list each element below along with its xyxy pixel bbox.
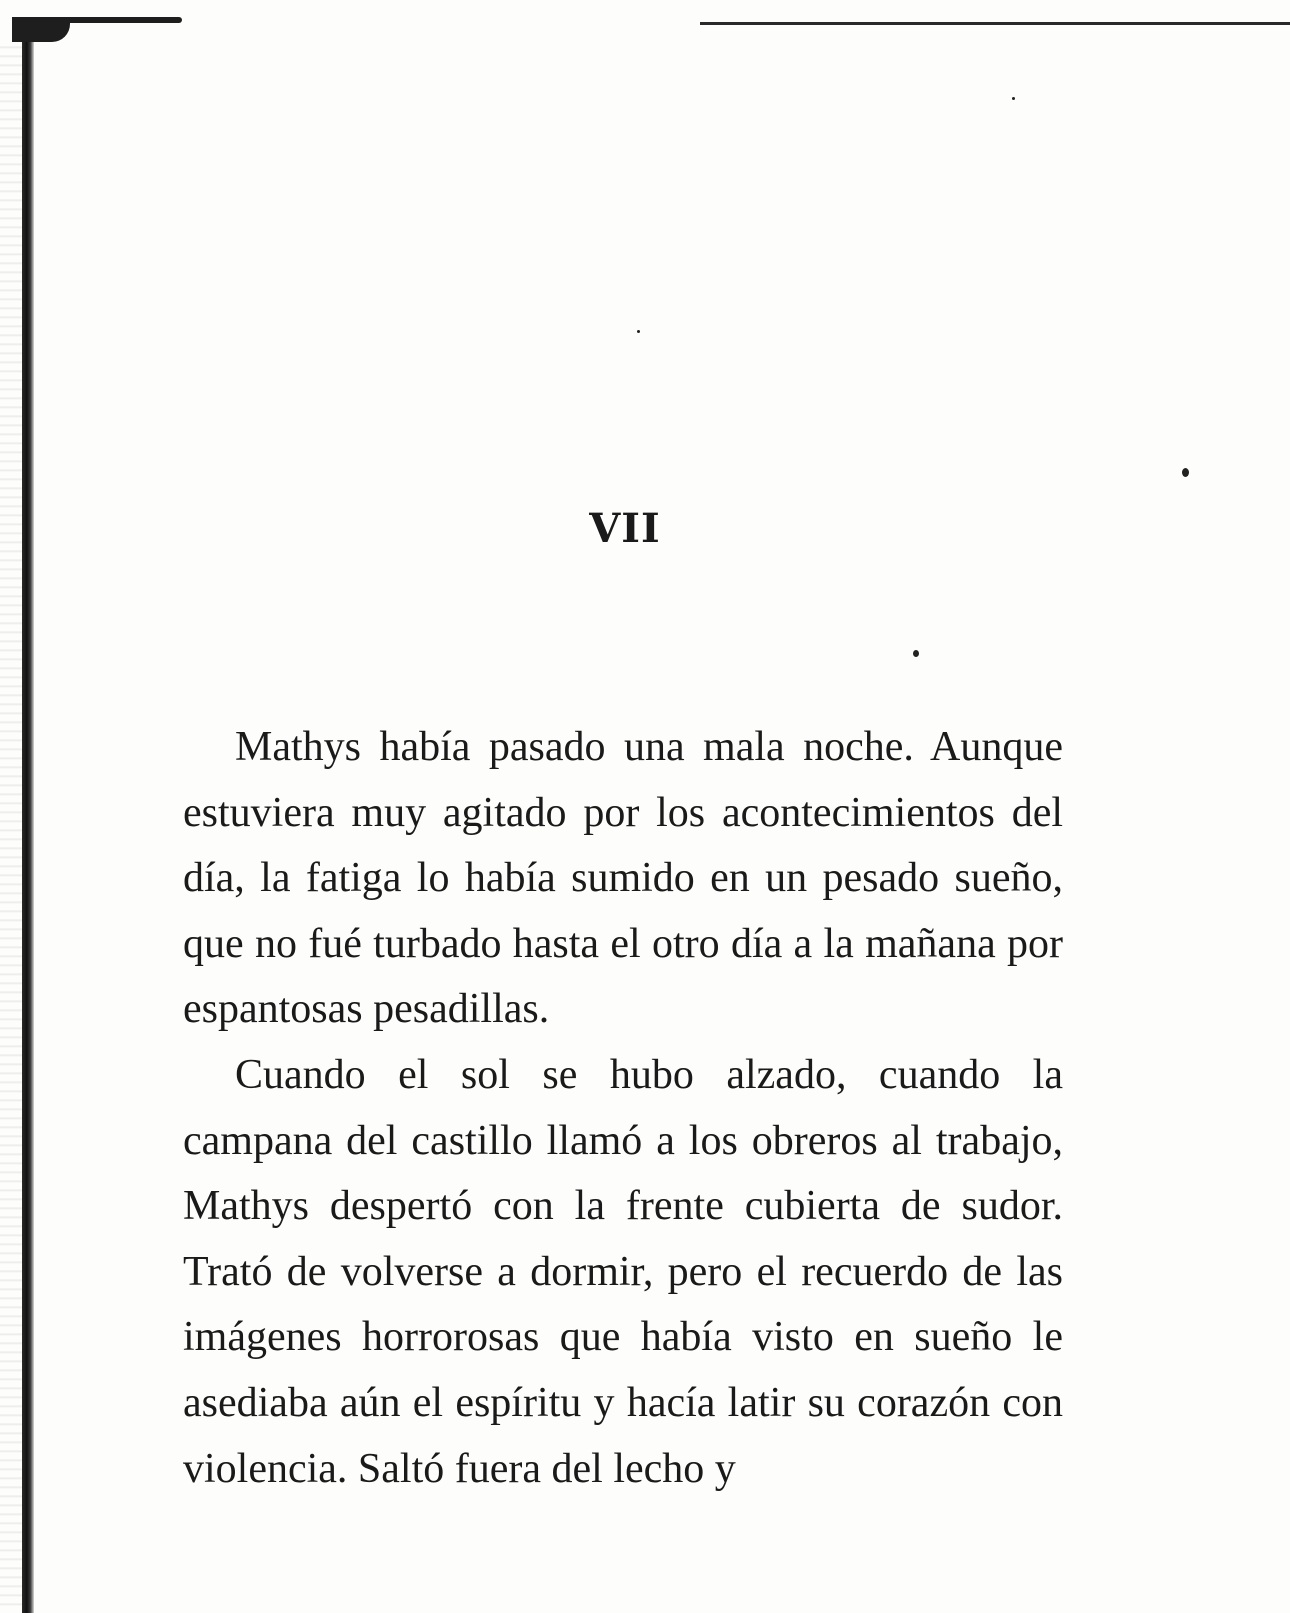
scan-speck (637, 330, 640, 333)
paragraph-1: Mathys había pasado una mala noche. Aunque estuviera muy agitado por los acontecimientos del día, la fatiga lo había sumido en un pesado sueño, que no fué turbado hasta el otro día a la mañana por espantosas pesadillas. (183, 724, 1063, 1033)
scan-speck (913, 650, 919, 657)
chapter-heading: VII (589, 505, 661, 552)
top-left-rule (12, 17, 182, 23)
scan-binding-edge (22, 30, 34, 1613)
scan-corner-mark (12, 20, 70, 42)
top-right-rule (700, 22, 1290, 25)
scan-speck (1012, 97, 1015, 100)
scan-speck (1182, 468, 1189, 477)
chapter-body (183, 715, 1063, 1502)
paragraph-2: Cuando el sol se hubo alzado, cuando la campana del castillo llamó a los obreros al trabajo, Mathys despertó con la frente cubierta de sudor. Trató de volverse a dormir, pero el recuerdo de las imágenes horrorosas que había visto en sueño le asediaba aún el espíritu y hacía latir su corazón con violencia. Saltó fuera del lecho y (183, 1051, 1063, 1492)
